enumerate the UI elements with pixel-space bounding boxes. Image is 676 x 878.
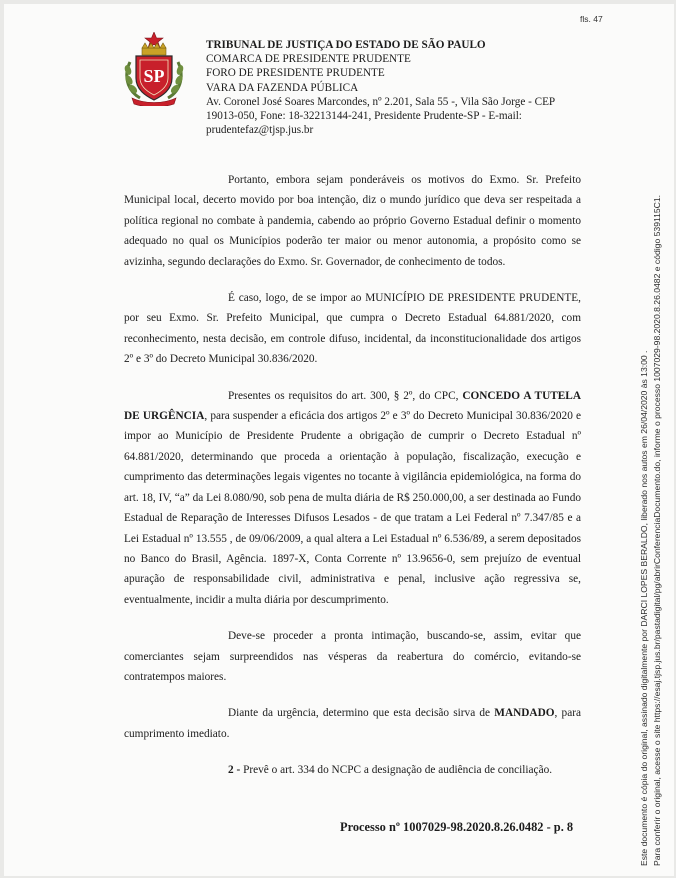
address-line-2: 19013-050, Fone: 18-32213144-241, Presidente Prudente-SP - E-mail:	[206, 110, 522, 123]
paragraph-5: Diante da urgência, determino que esta decisão sirva de MANDADO, para cumprimento imediato.	[124, 707, 581, 740]
comarca-line: COMARCA DE PRESIDENTE PRUDENTE	[206, 53, 411, 66]
digital-signature-stamp	[638, 136, 664, 866]
crest-monogram: SP	[143, 66, 165, 86]
email-line: prudentefaz@tjsp.jus.br	[206, 124, 314, 137]
address-line-1: Av. Coronel José Soares Marcondes, nº 2.201, Sala 55 -, Vila São Jorge - CEP	[206, 95, 556, 108]
stamp-line-1: Este documento é cópia do original, assinado digitalmente por DARCI LOPES BERALDO, liberado nos autos em 26/04/2020 às 13:00 .	[639, 350, 649, 866]
court-name: TRIBUNAL DE JUSTIÇA DO ESTADO DE SÃO PAULO	[206, 39, 486, 51]
paragraph-4: Deve-se proceder a pronta intimação, buscando-se, assim, evitar que comerciantes sejam surpreendidos nas vésperas da reabertura do comércio, evitando-se contratempos maiores.	[124, 630, 581, 683]
item-2: 2 - Prevê o art. 334 do NCPC a designação de audiência de conciliação.	[228, 764, 553, 777]
page-number-label: fls. 47	[580, 14, 603, 24]
process-footer: Processo nº 1007029-98.2020.8.26.0482 - p. 8	[340, 820, 574, 834]
tutela-heading: CONCEDO A TUTELA DE URGÊNCIA	[124, 389, 581, 423]
mandado-word: MANDADO	[494, 707, 555, 720]
court-header	[206, 38, 606, 137]
stamp-line-2: Para conferir o original, acesse o site https://esaj.tjsp.jus.br/pastadigital/pg/abrirConferenciaDocumento.do, informe o processo 1007029-98.2020.8.26.0482 e código 539115C1.	[652, 194, 662, 866]
paragraph-2: É caso, logo, de se impor ao MUNICÍPIO DE PRESIDENTE PRUDENTE, por seu Exmo. Sr. Prefeito Municipal, que cumpra o Decreto Estadual 64.881/2020, com reconhecimento, nesta decisão, em controle difuso, incidental, da inconstitucionalidade dos artigos 2º e 3º do Decreto Municipal 30.836/2020.	[124, 292, 581, 366]
paragraph-3: Presentes os requisitos do art. 300, § 2º, do CPC, CONCEDO A TUTELA DE URGÊNCIA, para suspender a eficácia dos artigos 2º e 3º do Decreto Municipal 30.836/2020 e impor ao Município de Presidente Prudente a obrigação de cumprir o Decreto Estadual nº 64.881/2020, determinando que proceda a orientação à população, fiscalização, execução e cumprimento das determinações legais vigentes no tocante à vigilância epidemiológica, na forma do art. 18, IV, “a” da Lei 8.080/90, sob pena de multa diária de R$ 250.000,00, a ser destinada ao Fundo Estadual de Reparação de Interesses Difusos Lesados - de que tratam a Lei Federal nº 7.347/85 e a Lei Estadual nº 13.555 , de 09/06/2009, a qual altera a Lei Estadual nº 6.536/89, a serem depositados no Banco do Brasil, Agência. 1897-X, Conta Corrente nº 13.9656-0, sem prejuízo de eventual apuração de responsabilidade civil, administrativa e penal, inclusive ação regressiva se, eventualmente, incidir a multa diária por descumprimento.	[124, 389, 582, 606]
foro-line: FORO DE PRESIDENTE PRUDENTE	[206, 67, 385, 80]
decision-body	[124, 170, 581, 781]
sao-paulo-coat-of-arms-icon	[122, 32, 186, 106]
vara-line: VARA DA FAZENDA PÚBLICA	[206, 81, 359, 94]
paragraph-1: Portanto, embora sejam ponderáveis os motivos do Exmo. Sr. Prefeito Municipal local, decerto movido por boa intenção, diz o mundo jurídico que deva ser respeitada a política regional no combate à pandemia, cabendo ao próprio Governo Estadual definir o momento adequado no qual os Municípios poderão ter maior ou menor autonomia, a propósito como se avizinha, segundo declarações do Exmo. Sr. Governador, de conhecimento de todos.	[124, 174, 581, 268]
item-2-number: 2 -	[228, 764, 241, 777]
